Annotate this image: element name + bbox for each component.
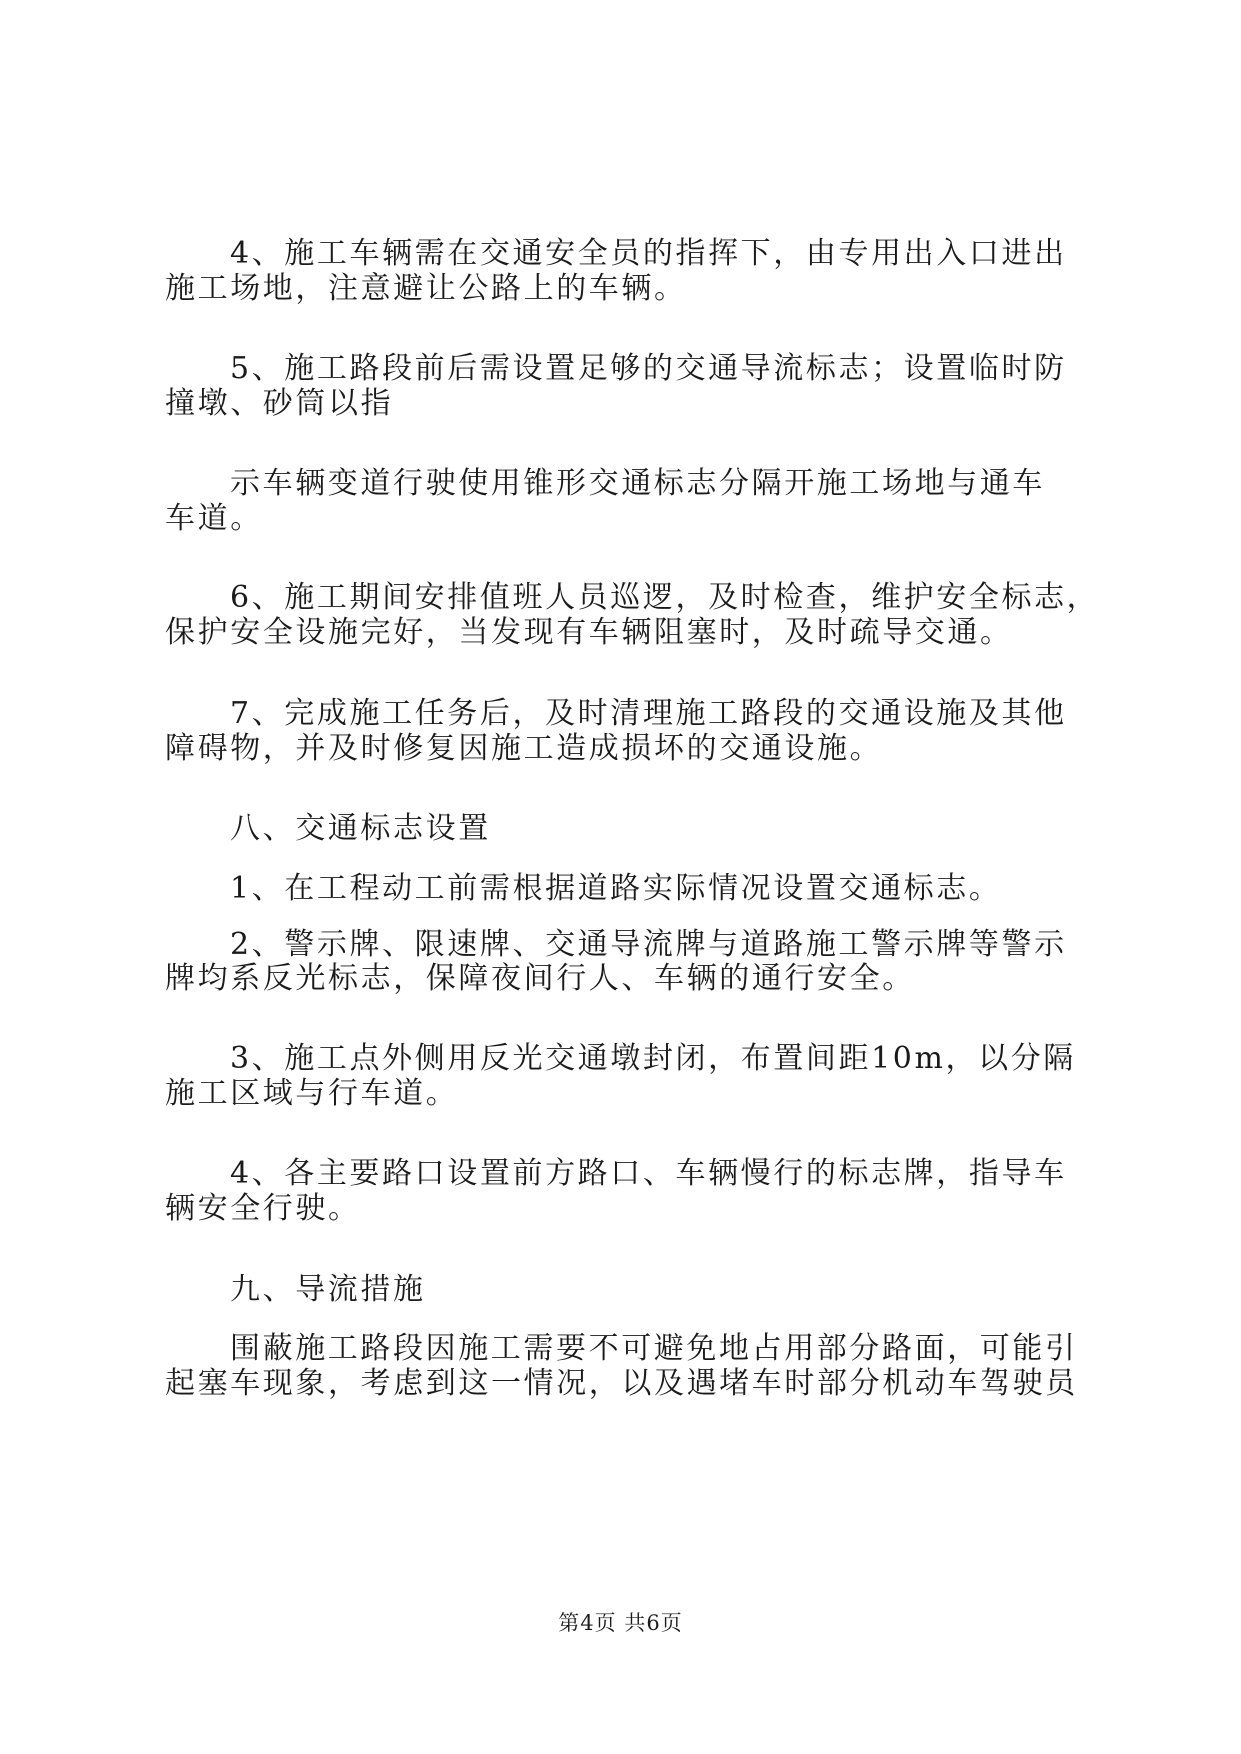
- text-line: 障碍物，并及时修复因施工造成损坏的交通设施。: [165, 731, 883, 766]
- text-line: 起塞车现象，考虑到这一情况，以及遇堵车时部分机动车驾驶员: [165, 1366, 1078, 1401]
- text-line: 1、在工程动工前需根据道路实际情况设置交通标志。: [230, 871, 1002, 906]
- text-line: 围蔽施工路段因施工需要不可避免地占用部分路面，可能引: [230, 1331, 1078, 1366]
- text-line: 2、警示牌、限速牌、交通导流牌与道路施工警示牌等警示: [230, 927, 1067, 962]
- text-line: 5、施工路段前后需设置足够的交通导流标志；设置临时防: [230, 351, 1067, 386]
- page-footer: 第4页 共6页: [558, 1611, 683, 1635]
- text-line: 车道。: [165, 501, 263, 536]
- text-line: 3、施工点外侧用反光交通墩封闭，布置间距10m，以分隔: [230, 1041, 1076, 1076]
- text-line: 示车辆变道行驶使用锥形交通标志分隔开施工场地与通车: [230, 466, 1045, 501]
- text-line: 4、各主要路口设置前方路口、车辆慢行的标志牌，指导车: [230, 1156, 1067, 1191]
- text-line: 保护安全设施完好，当发现有车辆阻塞时，及时疏导交通。: [165, 615, 1013, 650]
- text-line: 撞墩、砂筒以指: [165, 386, 394, 421]
- text-line: 牌均系反光标志，保障夜间行人、车辆的通行安全。: [165, 961, 915, 996]
- text-line: 6、施工期间安排值班人员巡逻，及时检查，维护安全标志，: [230, 580, 1100, 615]
- text-line: 施工场地，注意避让公路上的车辆。: [165, 271, 687, 306]
- section-heading: 八、交通标志设置: [230, 811, 491, 846]
- text-line: 辆安全行驶。: [165, 1191, 361, 1226]
- text-line: 施工区域与行车道。: [165, 1076, 459, 1111]
- text-line: 7、完成施工任务后，及时清理施工路段的交通设施及其他: [230, 696, 1067, 731]
- section-heading: 九、导流措施: [230, 1272, 426, 1307]
- text-line: 4、施工车辆需在交通安全员的指挥下，由专用出入口进出: [230, 236, 1067, 271]
